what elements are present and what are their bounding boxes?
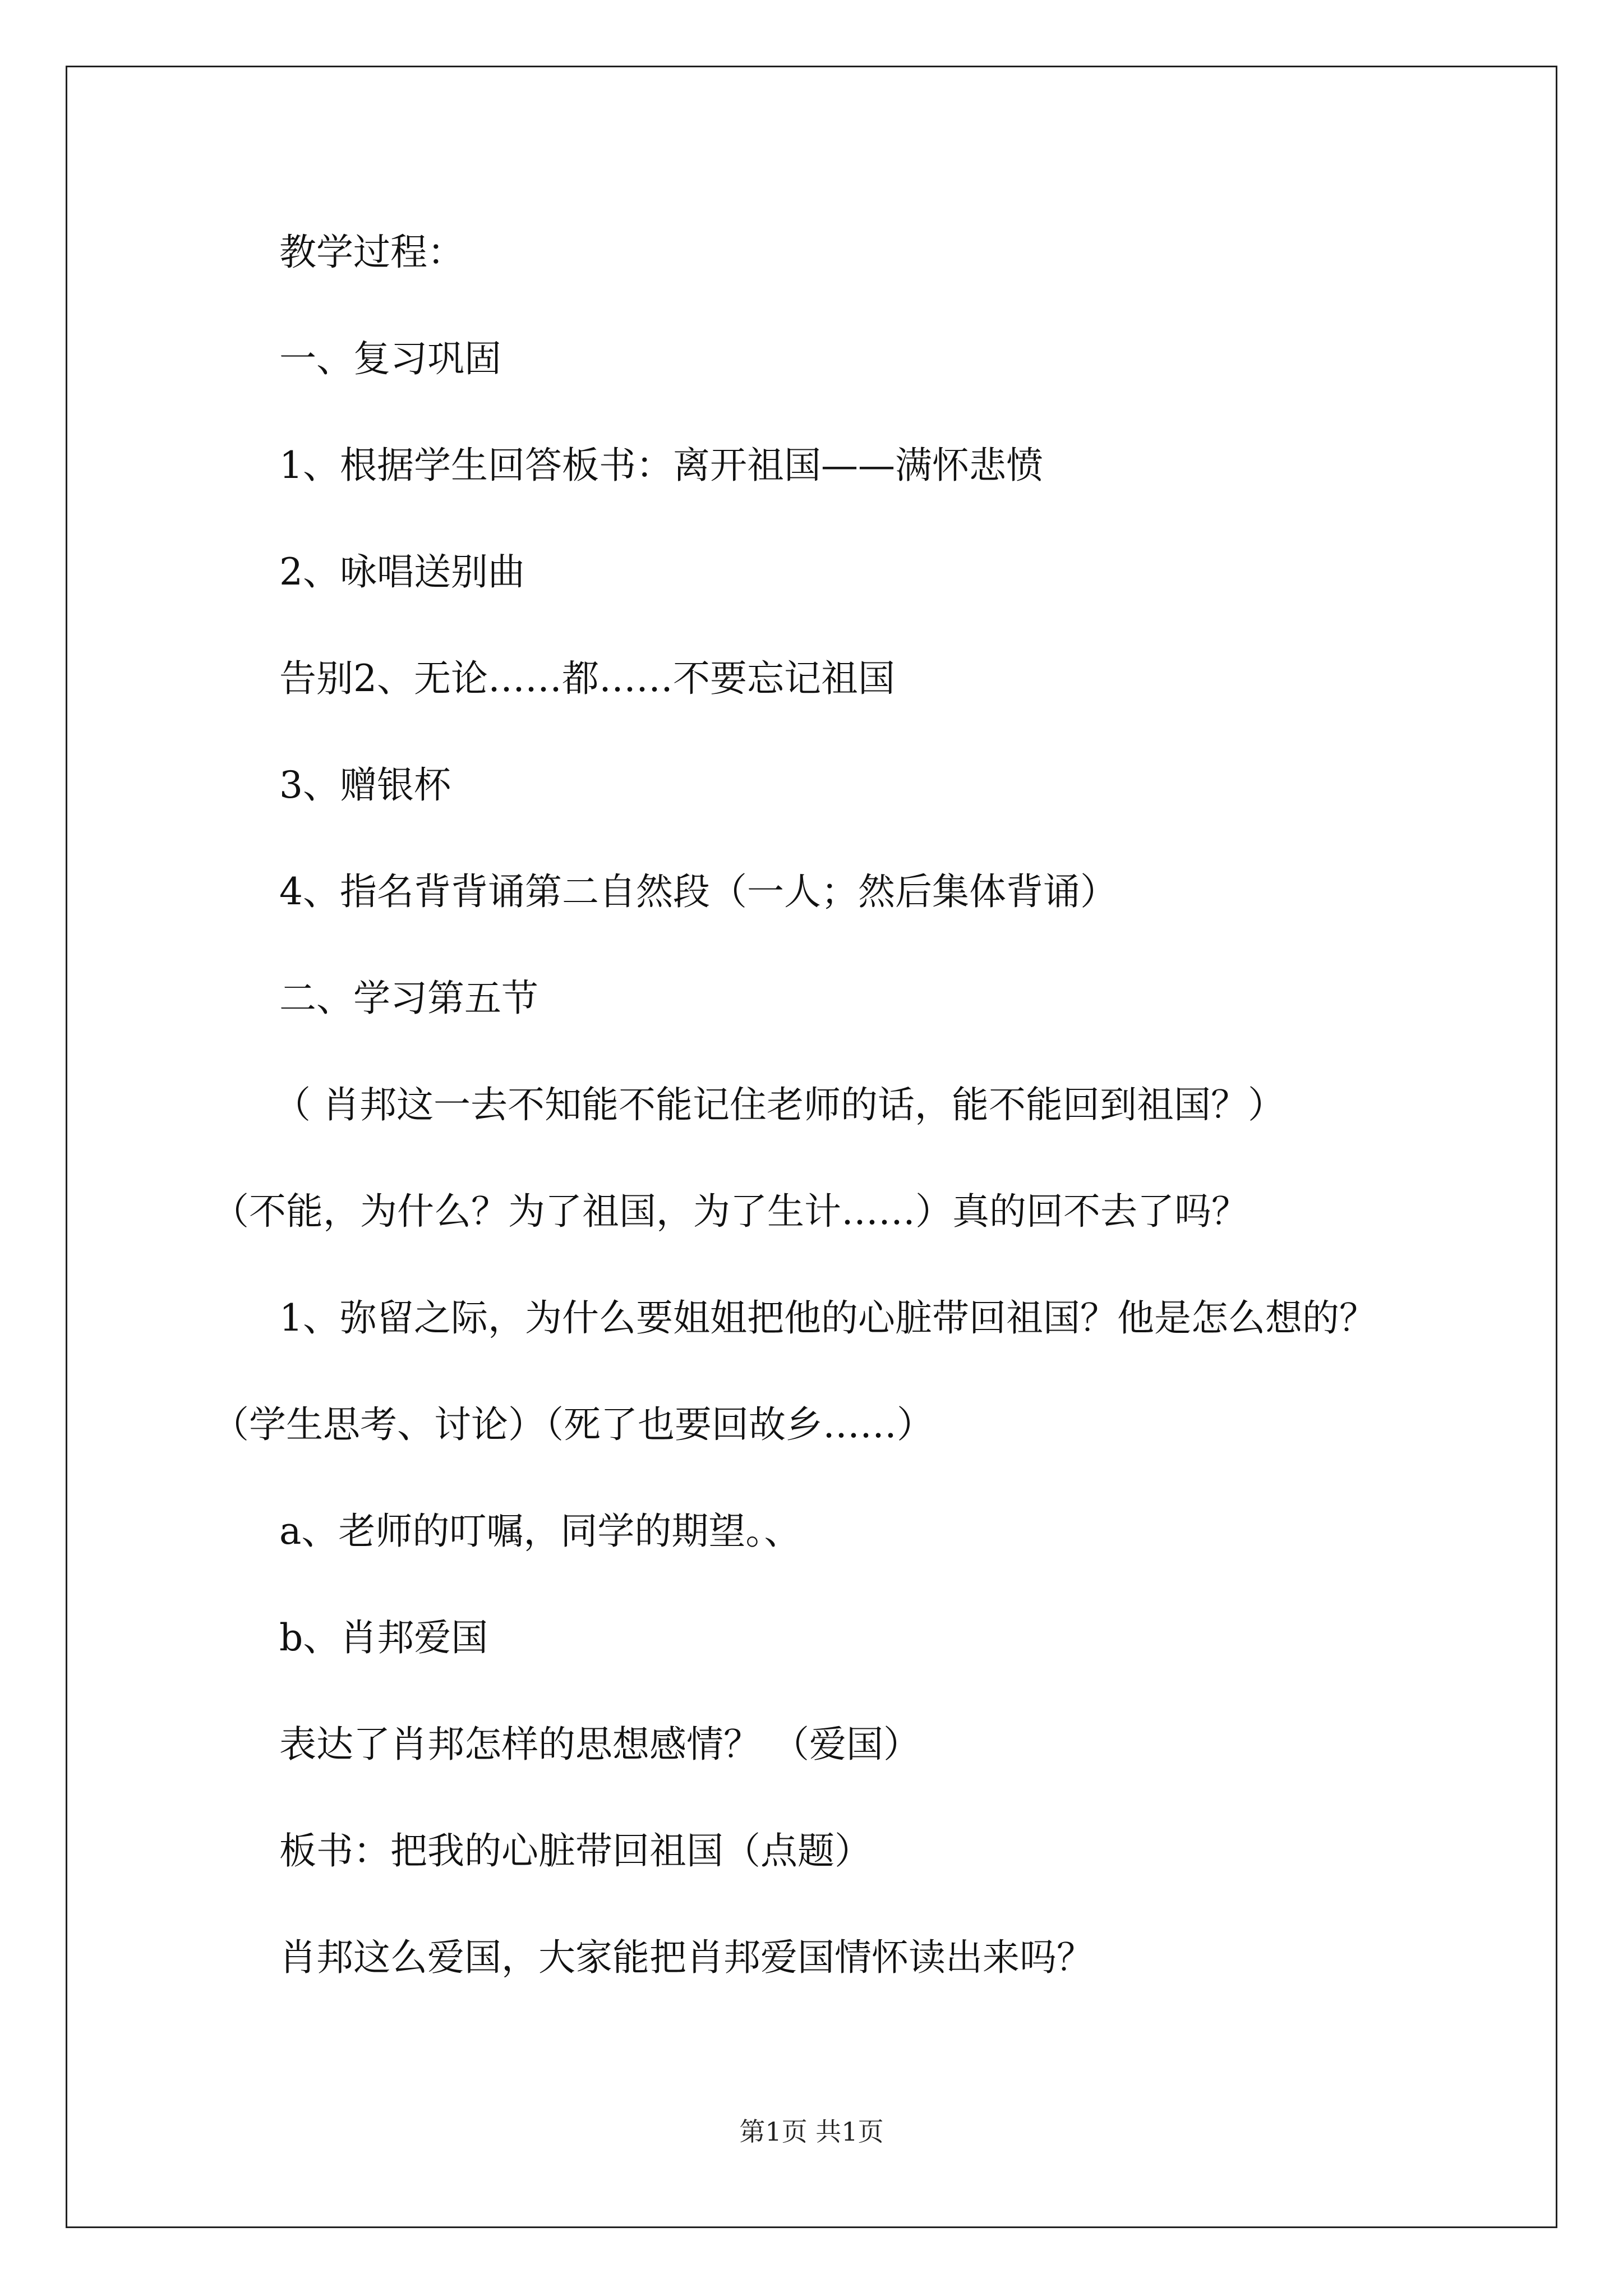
paragraph-feeling: 表达了肖邦怎样的思想感情？ （爱国）	[279, 1723, 920, 1766]
paragraph-point-b: b、肖邦爱国	[279, 1616, 488, 1659]
paragraph-question: （ 肖邦这一去不知能不能记住老师的话，能不能回到祖国？）	[274, 1083, 1285, 1126]
paragraph-dying-wish: 1、弥留之际，为什么要姐姐把他的心脏带回祖国？他是怎么想的？	[279, 1296, 1376, 1340]
paragraph-answer: （不能，为什么？为了祖国，为了生计……）真的回不去了吗？	[212, 1190, 1248, 1233]
paragraph-closing-question: 肖邦这么爱国，大家能把肖邦爱国情怀读出来吗？	[279, 1936, 1094, 1979]
paragraph-board-note: 板书：把我的心脏带回祖国（点题）	[279, 1829, 872, 1872]
page-border	[66, 66, 1557, 2228]
paragraph-item-2: 2、咏唱送别曲	[279, 550, 525, 593]
page-footer: 第1页 共1页	[739, 2116, 884, 2147]
paragraph-discussion: （学生思考、讨论）（死了也要回故乡……）	[212, 1403, 934, 1446]
paragraph-item-4: 4、指名背背诵第二自然段（一人；然后集体背诵）	[279, 870, 1117, 913]
paragraph-point-a: a、老师的叮嘱，同学的期望。、	[279, 1510, 801, 1553]
section-heading-teaching-process: 教学过程：	[279, 231, 464, 274]
subheading-section-five: 二、学习第五节	[279, 977, 538, 1020]
paragraph-item-1: 1、根据学生回答板书：离开祖国——满怀悲愤	[279, 444, 1043, 487]
subheading-review: 一、复习巩固	[279, 337, 501, 380]
paragraph-farewell: 告别2、无论……都……不要忘记祖国	[279, 657, 895, 700]
paragraph-item-3: 3、赠银杯	[279, 763, 451, 807]
